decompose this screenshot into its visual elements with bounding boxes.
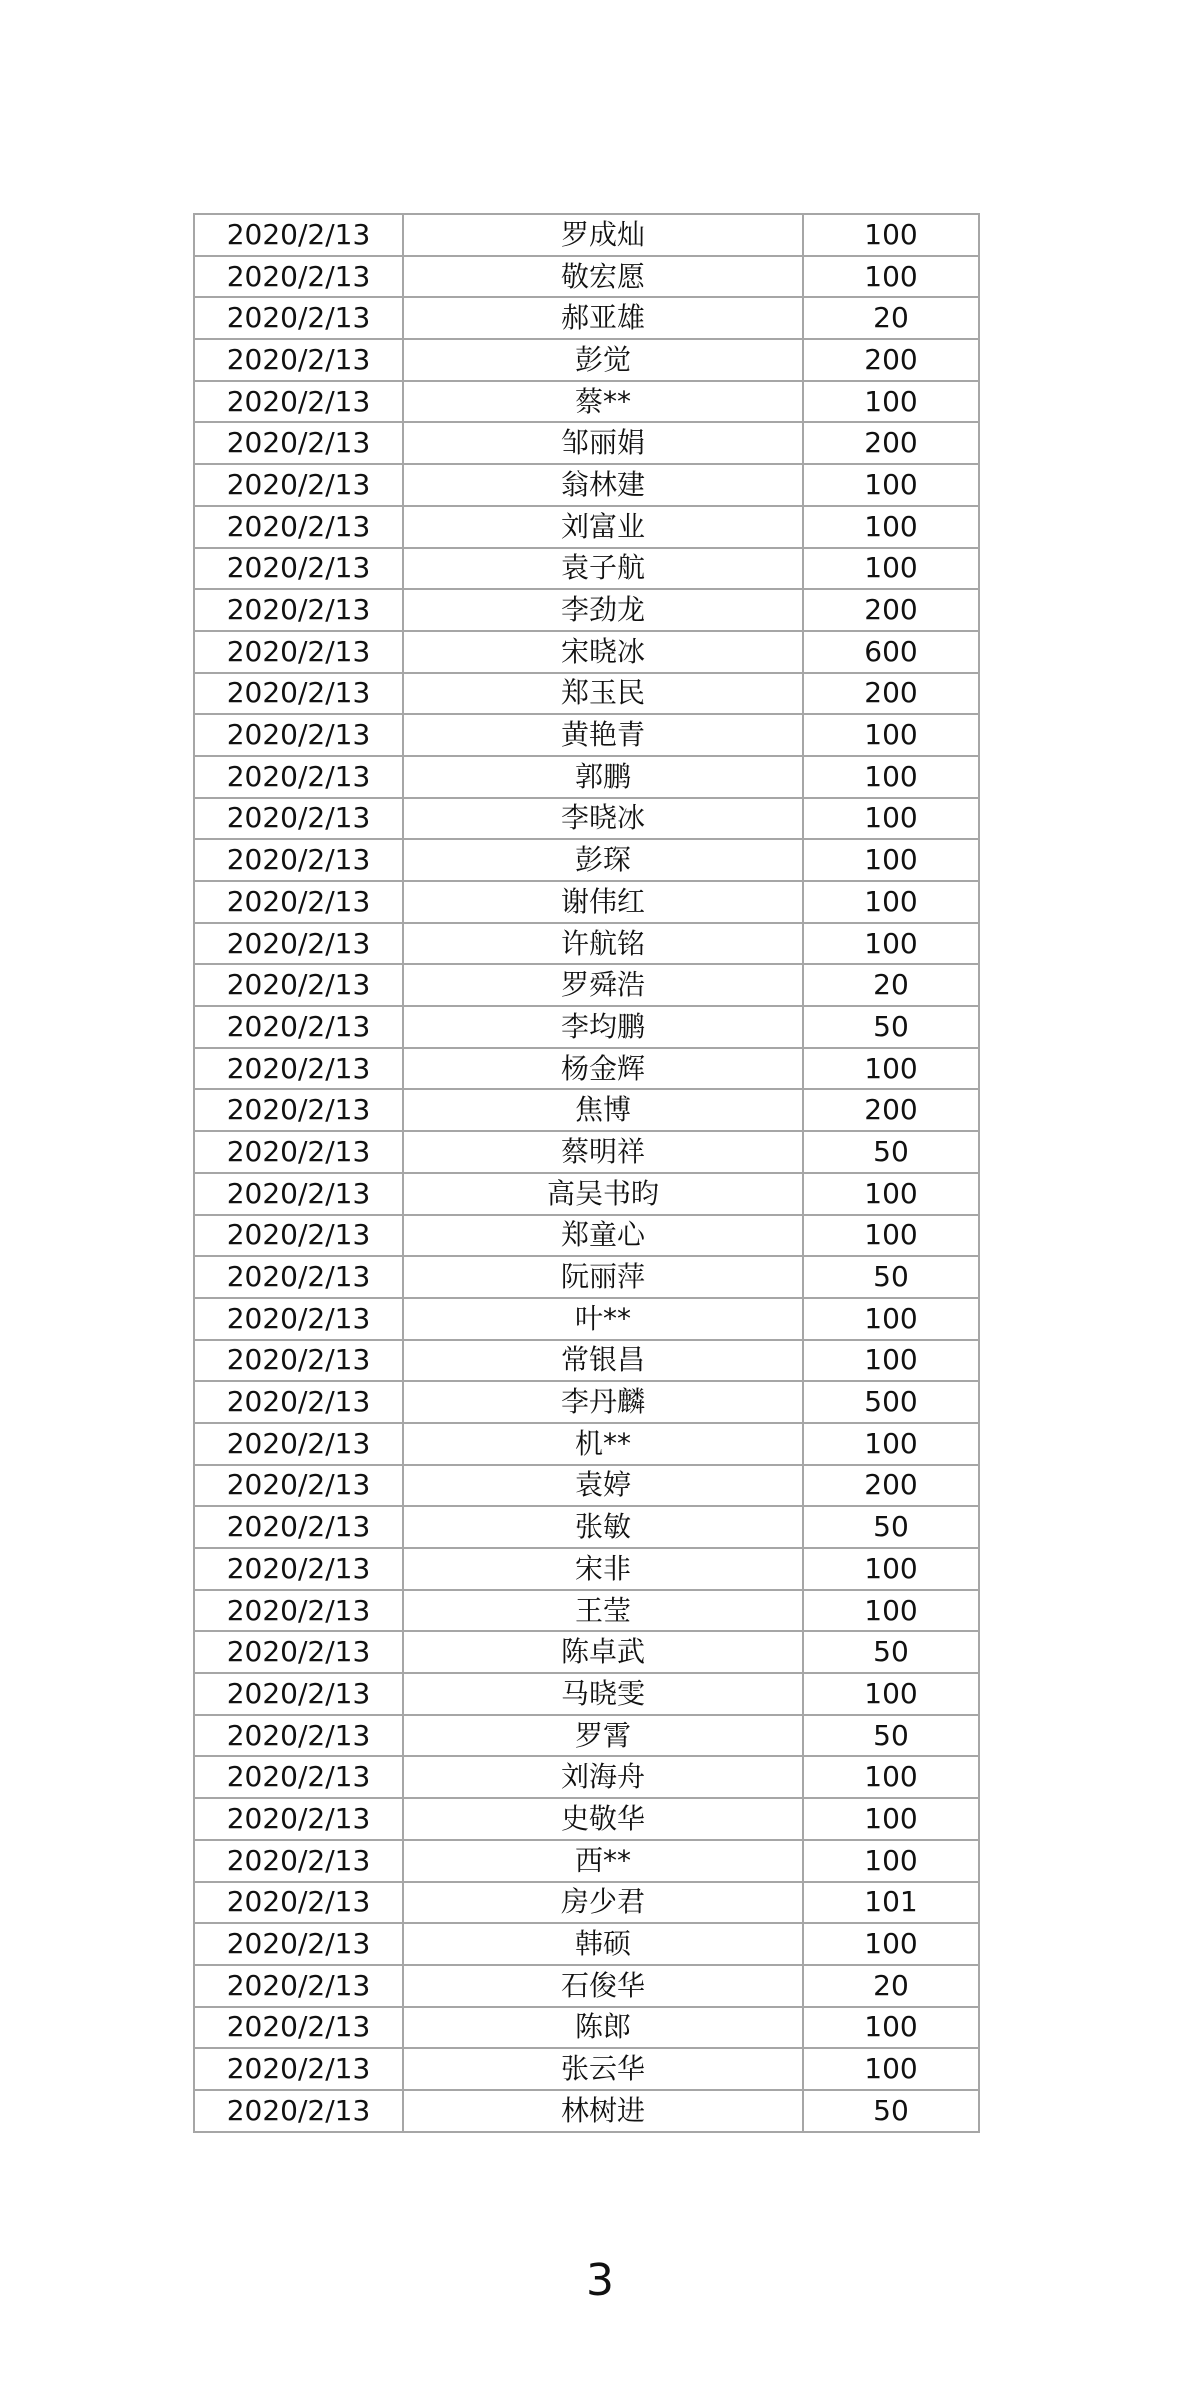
- date-cell: 2020/2/13: [194, 1340, 403, 1382]
- amount-cell: 100: [803, 1798, 979, 1840]
- name-cell: 常银昌: [403, 1340, 803, 1382]
- name-cell: 机**: [403, 1423, 803, 1465]
- table-row: [194, 1840, 979, 1882]
- date-cell: 2020/2/13: [194, 839, 403, 881]
- page-number: 3: [586, 2255, 614, 2306]
- date-cell: 2020/2/13: [194, 1715, 403, 1757]
- amount-cell: 100: [803, 548, 979, 590]
- name-cell: 罗霄: [403, 1715, 803, 1757]
- name-cell: 房少君: [403, 1882, 803, 1924]
- table-row: [194, 422, 979, 464]
- table-row: [194, 464, 979, 506]
- date-cell: 2020/2/13: [194, 631, 403, 673]
- name-cell: 焦博: [403, 1089, 803, 1131]
- date-cell: 2020/2/13: [194, 798, 403, 840]
- name-cell: 袁子航: [403, 548, 803, 590]
- amount-cell: 600: [803, 631, 979, 673]
- table-row: [194, 1089, 979, 1131]
- table-row: [194, 798, 979, 840]
- amount-cell: 100: [803, 1923, 979, 1965]
- amount-cell: 50: [803, 1256, 979, 1298]
- table-row: [194, 631, 979, 673]
- date-cell: 2020/2/13: [194, 422, 403, 464]
- table-row: [194, 964, 979, 1006]
- table-row: [194, 2048, 979, 2090]
- table-row: [194, 923, 979, 965]
- name-cell: 马晓雯: [403, 1673, 803, 1715]
- name-cell: 陈郎: [403, 2007, 803, 2049]
- date-cell: 2020/2/13: [194, 1089, 403, 1131]
- table-row: [194, 756, 979, 798]
- name-cell: 敬宏愿: [403, 256, 803, 298]
- table-row: [194, 589, 979, 631]
- donation-table: [193, 213, 980, 2133]
- name-cell: 西**: [403, 1840, 803, 1882]
- date-cell: 2020/2/13: [194, 214, 403, 256]
- amount-cell: 100: [803, 2048, 979, 2090]
- name-cell: 刘海舟: [403, 1756, 803, 1798]
- name-cell: 石俊华: [403, 1965, 803, 2007]
- amount-cell: 100: [803, 1423, 979, 1465]
- table-row: [194, 839, 979, 881]
- name-cell: 彭琛: [403, 839, 803, 881]
- name-cell: 阮丽萍: [403, 1256, 803, 1298]
- amount-cell: 100: [803, 1048, 979, 1090]
- name-cell: 郑童心: [403, 1215, 803, 1257]
- table-row: [194, 256, 979, 298]
- table-row: [194, 1590, 979, 1632]
- table-row: [194, 1923, 979, 1965]
- table-row: [194, 1798, 979, 1840]
- date-cell: 2020/2/13: [194, 548, 403, 590]
- date-cell: 2020/2/13: [194, 339, 403, 381]
- table-row: [194, 673, 979, 715]
- amount-cell: 100: [803, 1590, 979, 1632]
- date-cell: 2020/2/13: [194, 923, 403, 965]
- table-row: [194, 1506, 979, 1548]
- amount-cell: 100: [803, 714, 979, 756]
- date-cell: 2020/2/13: [194, 1423, 403, 1465]
- amount-cell: 101: [803, 1882, 979, 1924]
- amount-cell: 200: [803, 339, 979, 381]
- date-cell: 2020/2/13: [194, 2007, 403, 2049]
- date-cell: 2020/2/13: [194, 2090, 403, 2132]
- date-cell: 2020/2/13: [194, 1506, 403, 1548]
- table-row: [194, 297, 979, 339]
- table-row: [194, 1548, 979, 1590]
- date-cell: 2020/2/13: [194, 1006, 403, 1048]
- amount-cell: 200: [803, 1089, 979, 1131]
- amount-cell: 50: [803, 1631, 979, 1673]
- amount-cell: 100: [803, 214, 979, 256]
- table-row: [194, 2090, 979, 2132]
- name-cell: 郝亚雄: [403, 297, 803, 339]
- date-cell: 2020/2/13: [194, 1923, 403, 1965]
- table-row: [194, 1465, 979, 1507]
- name-cell: 高吴书昀: [403, 1173, 803, 1215]
- amount-cell: 100: [803, 881, 979, 923]
- table-body: [194, 214, 979, 2132]
- date-cell: 2020/2/13: [194, 1465, 403, 1507]
- name-cell: 邹丽娟: [403, 422, 803, 464]
- name-cell: 宋晓冰: [403, 631, 803, 673]
- amount-cell: 100: [803, 923, 979, 965]
- date-cell: 2020/2/13: [194, 1548, 403, 1590]
- date-cell: 2020/2/13: [194, 673, 403, 715]
- table-row: [194, 381, 979, 423]
- table-row: [194, 1965, 979, 2007]
- name-cell: 张敏: [403, 1506, 803, 1548]
- date-cell: 2020/2/13: [194, 1173, 403, 1215]
- amount-cell: 100: [803, 381, 979, 423]
- date-cell: 2020/2/13: [194, 589, 403, 631]
- table-row: [194, 339, 979, 381]
- amount-cell: 100: [803, 256, 979, 298]
- amount-cell: 100: [803, 1340, 979, 1382]
- date-cell: 2020/2/13: [194, 1631, 403, 1673]
- name-cell: 郑玉民: [403, 673, 803, 715]
- name-cell: 张云华: [403, 2048, 803, 2090]
- table-row: [194, 1131, 979, 1173]
- date-cell: 2020/2/13: [194, 464, 403, 506]
- amount-cell: 100: [803, 506, 979, 548]
- name-cell: 彭觉: [403, 339, 803, 381]
- date-cell: 2020/2/13: [194, 2048, 403, 2090]
- date-cell: 2020/2/13: [194, 1298, 403, 1340]
- date-cell: 2020/2/13: [194, 881, 403, 923]
- name-cell: 罗舜浩: [403, 964, 803, 1006]
- date-cell: 2020/2/13: [194, 1965, 403, 2007]
- table-row: [194, 214, 979, 256]
- amount-cell: 20: [803, 297, 979, 339]
- date-cell: 2020/2/13: [194, 1381, 403, 1423]
- table-row: [194, 1756, 979, 1798]
- table-row: [194, 1256, 979, 1298]
- name-cell: 李丹麟: [403, 1381, 803, 1423]
- name-cell: 陈卓武: [403, 1631, 803, 1673]
- date-cell: 2020/2/13: [194, 714, 403, 756]
- table-row: [194, 1006, 979, 1048]
- name-cell: 袁婷: [403, 1465, 803, 1507]
- date-cell: 2020/2/13: [194, 1798, 403, 1840]
- amount-cell: 20: [803, 1965, 979, 2007]
- amount-cell: 100: [803, 1840, 979, 1882]
- amount-cell: 500: [803, 1381, 979, 1423]
- table-row: [194, 1215, 979, 1257]
- table-row: [194, 1381, 979, 1423]
- name-cell: 杨金辉: [403, 1048, 803, 1090]
- name-cell: 李晓冰: [403, 798, 803, 840]
- date-cell: 2020/2/13: [194, 1673, 403, 1715]
- amount-cell: 20: [803, 964, 979, 1006]
- amount-cell: 50: [803, 1006, 979, 1048]
- amount-cell: 100: [803, 1756, 979, 1798]
- table-row: [194, 1631, 979, 1673]
- name-cell: 许航铭: [403, 923, 803, 965]
- amount-cell: 50: [803, 1131, 979, 1173]
- name-cell: 李均鹏: [403, 1006, 803, 1048]
- table-row: [194, 548, 979, 590]
- amount-cell: 50: [803, 2090, 979, 2132]
- table-row: [194, 1048, 979, 1090]
- amount-cell: 100: [803, 1298, 979, 1340]
- date-cell: 2020/2/13: [194, 256, 403, 298]
- name-cell: 蔡明祥: [403, 1131, 803, 1173]
- table-row: [194, 1882, 979, 1924]
- date-cell: 2020/2/13: [194, 506, 403, 548]
- name-cell: 李劲龙: [403, 589, 803, 631]
- amount-cell: 100: [803, 2007, 979, 2049]
- table-row: [194, 1673, 979, 1715]
- name-cell: 叶**: [403, 1298, 803, 1340]
- table-row: [194, 2007, 979, 2049]
- name-cell: 谢伟红: [403, 881, 803, 923]
- table-row: [194, 1715, 979, 1757]
- date-cell: 2020/2/13: [194, 964, 403, 1006]
- amount-cell: 50: [803, 1715, 979, 1757]
- amount-cell: 100: [803, 839, 979, 881]
- date-cell: 2020/2/13: [194, 1882, 403, 1924]
- table-row: [194, 1340, 979, 1382]
- name-cell: 黄艳青: [403, 714, 803, 756]
- name-cell: 宋非: [403, 1548, 803, 1590]
- amount-cell: 100: [803, 798, 979, 840]
- table-row: [194, 1423, 979, 1465]
- table-row: [194, 714, 979, 756]
- date-cell: 2020/2/13: [194, 1131, 403, 1173]
- amount-cell: 100: [803, 1548, 979, 1590]
- table-row: [194, 1173, 979, 1215]
- amount-cell: 200: [803, 422, 979, 464]
- table-row: [194, 1298, 979, 1340]
- name-cell: 林树进: [403, 2090, 803, 2132]
- date-cell: 2020/2/13: [194, 756, 403, 798]
- date-cell: 2020/2/13: [194, 1590, 403, 1632]
- amount-cell: 200: [803, 589, 979, 631]
- date-cell: 2020/2/13: [194, 297, 403, 339]
- name-cell: 翁林建: [403, 464, 803, 506]
- name-cell: 韩硕: [403, 1923, 803, 1965]
- name-cell: 史敬华: [403, 1798, 803, 1840]
- amount-cell: 100: [803, 1173, 979, 1215]
- amount-cell: 200: [803, 673, 979, 715]
- amount-cell: 100: [803, 1215, 979, 1257]
- table-row: [194, 506, 979, 548]
- date-cell: 2020/2/13: [194, 1215, 403, 1257]
- date-cell: 2020/2/13: [194, 1256, 403, 1298]
- table-row: [194, 881, 979, 923]
- date-cell: 2020/2/13: [194, 1048, 403, 1090]
- name-cell: 罗成灿: [403, 214, 803, 256]
- date-cell: 2020/2/13: [194, 1840, 403, 1882]
- name-cell: 刘富业: [403, 506, 803, 548]
- amount-cell: 100: [803, 756, 979, 798]
- date-cell: 2020/2/13: [194, 381, 403, 423]
- amount-cell: 100: [803, 1673, 979, 1715]
- amount-cell: 200: [803, 1465, 979, 1507]
- amount-cell: 100: [803, 464, 979, 506]
- name-cell: 郭鹏: [403, 756, 803, 798]
- date-cell: 2020/2/13: [194, 1756, 403, 1798]
- name-cell: 王莹: [403, 1590, 803, 1632]
- name-cell: 蔡**: [403, 381, 803, 423]
- amount-cell: 50: [803, 1506, 979, 1548]
